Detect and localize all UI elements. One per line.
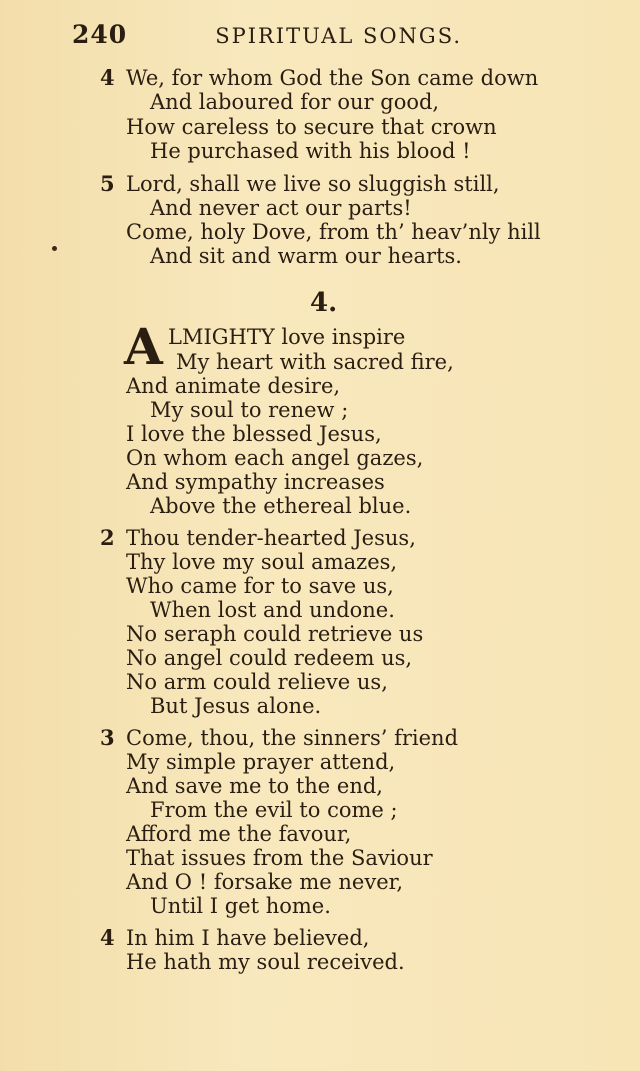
- verse-line: And sympathy increases: [126, 470, 385, 494]
- ink-dot: [52, 246, 57, 251]
- verse-line: My heart with sacred fire,: [176, 350, 454, 374]
- hymn-number: 4.: [310, 288, 338, 318]
- verse-line: Come, thou, the sinners’ friend: [126, 726, 459, 750]
- verse-line: Thou tender-hearted Jesus,: [126, 526, 416, 550]
- verse-line: And sit and warm our hearts.: [150, 244, 462, 268]
- stanza-number: 2: [100, 525, 115, 550]
- verse-line: Who came for to save us,: [126, 574, 394, 598]
- verse-line: Afford me the favour,: [126, 822, 352, 846]
- verse-line: Come, holy Dove, from th’ heav’nly hill: [126, 220, 541, 244]
- verse-line: LMIGHTY love inspire: [168, 325, 406, 349]
- verse-line: When lost and undone.: [150, 598, 395, 622]
- verse-line: That issues from the Saviour: [126, 846, 433, 870]
- verse-line: He purchased with his blood !: [150, 139, 471, 163]
- page-header: [72, 20, 620, 56]
- verse-line: And O ! forsake me never,: [126, 870, 404, 894]
- verse-line: Above the ethereal blue.: [150, 494, 412, 518]
- stanza-number: 5: [100, 171, 115, 196]
- verse-line: In him I have believed,: [126, 926, 370, 950]
- verse-line: Lord, shall we live so sluggish still,: [126, 172, 500, 196]
- verse-line: But Jesus alone.: [150, 694, 322, 718]
- stanza-number: 3: [100, 725, 115, 750]
- verse-line: No seraph could retrieve us: [126, 622, 424, 646]
- stanza-number: 4: [100, 65, 115, 90]
- verse-line: No angel could redeem us,: [126, 646, 413, 670]
- verse-line: He hath my soul received.: [126, 950, 405, 974]
- verse-line: Until I get home.: [150, 894, 331, 918]
- verse-line: And laboured for our good,: [150, 90, 440, 114]
- running-title: SPIRITUAL SONGS.: [215, 24, 463, 48]
- verse-line: From the evil to come ;: [150, 798, 398, 822]
- verse-line: My simple prayer attend,: [126, 750, 396, 774]
- page-number: 240: [72, 20, 128, 49]
- drop-cap: A: [124, 317, 163, 376]
- verse-line: And never act our parts!: [150, 196, 412, 220]
- verse-line: On whom each angel gazes,: [126, 446, 424, 470]
- verse-line: We, for whom God the Son came down: [126, 66, 539, 90]
- verse-line: And animate desire,: [126, 374, 341, 398]
- verse-line: I love the blessed Jesus,: [126, 422, 382, 446]
- verse-line: My soul to renew ;: [150, 398, 349, 422]
- verse-line: Thy love my soul amazes,: [126, 550, 398, 574]
- verse-line: No arm could relieve us,: [126, 670, 388, 694]
- verse-line: How careless to secure that crown: [126, 115, 497, 139]
- stanza-number: 4: [100, 925, 115, 950]
- verse-line: And save me to the end,: [126, 774, 383, 798]
